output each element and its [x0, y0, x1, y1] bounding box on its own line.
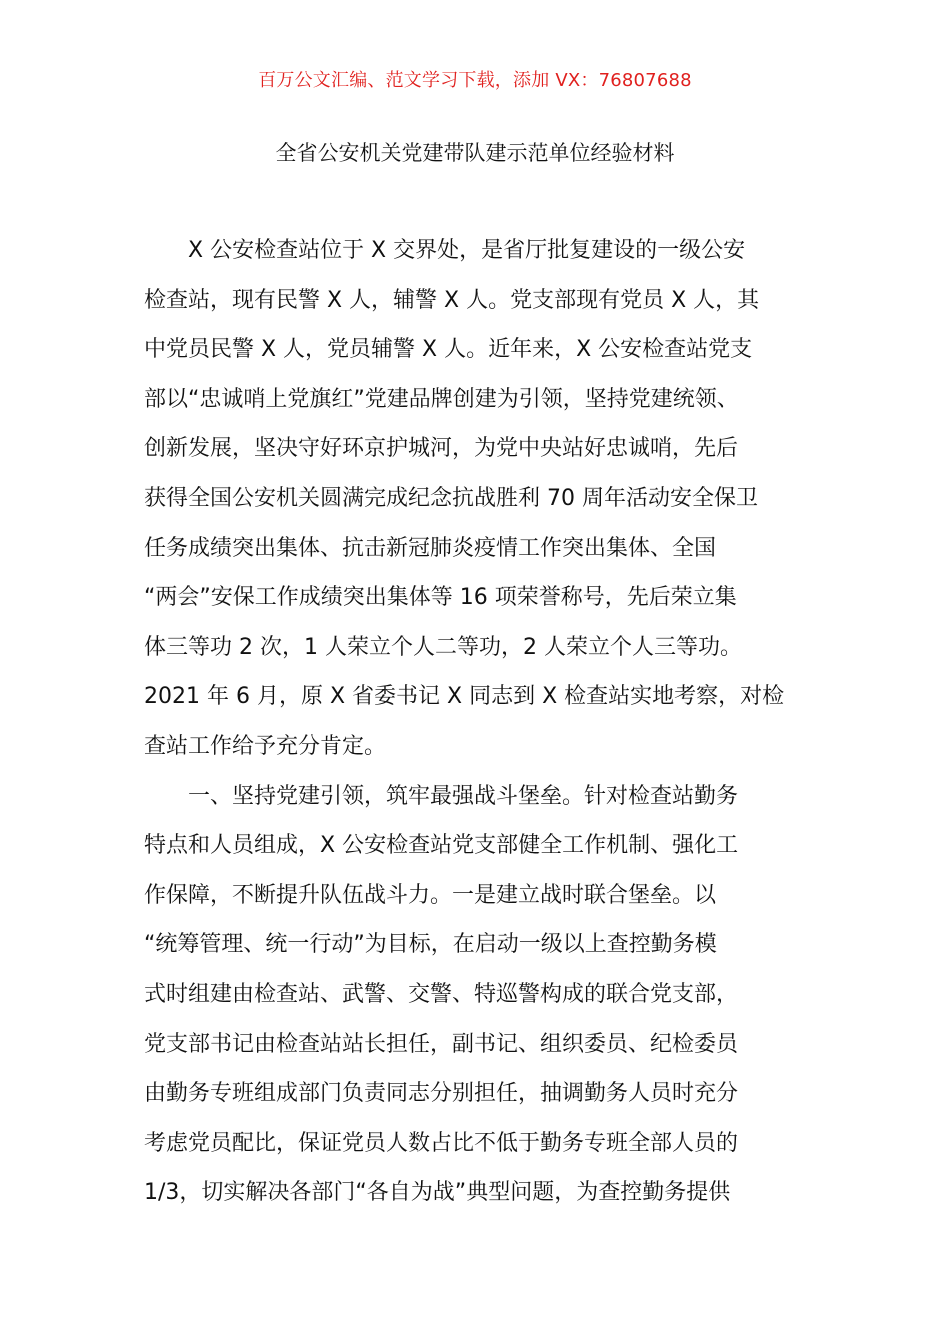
paragraph-line: 2021 年 6 月，原 X 省委书记 X 同志到 X 检查站实地考察，对检	[144, 684, 785, 710]
paragraph-line: 部以“忠诚哨上党旗红”党建品牌创建为引领，坚持党建统领、	[144, 386, 739, 412]
paragraph-line: 获得全国公安机关圆满完成纪念抗战胜利 70 周年活动安全保卫	[144, 485, 758, 511]
page-title: 全省公安机关党建带队建示范单位经验材料	[275, 141, 675, 165]
header-promo-note: 百万公文汇编、范文学习下载，添加 VX：76807688	[258, 70, 692, 91]
paragraph-line: “两会”安保工作成绩突出集体等 16 项荣誉称号，先后荣立集	[144, 585, 737, 611]
paragraph-line: 检查站，现有民警 X 人，辅警 X 人。党支部现有党员 X 人，其	[144, 287, 760, 313]
paragraph-line: 1/3，切实解决各部门“各自为战”典型问题，为查控勤务提供	[144, 1180, 731, 1206]
paragraph-line: “统筹管理、统一行动”为目标，在启动一级以上查控勤务模	[144, 932, 717, 958]
paragraph-line: X 公安检查站位于 X 交界处，是省厅批复建设的一级公安	[188, 238, 746, 263]
paragraph-line: 考虑党员配比，保证党员人数占比不低于勤务专班全部人员的	[144, 1130, 739, 1156]
body-text	[144, 226, 808, 1218]
paragraph-line: 任务成绩突出集体、抗击新冠肺炎疫情工作突出集体、全国	[144, 535, 717, 561]
paragraph-line: 党支部书记由检查站站长担任，副书记、组织委员、纪检委员	[144, 1031, 739, 1057]
paragraph-line: 作保障，不断提升队伍战斗力。一是建立战时联合堡垒。以	[144, 882, 717, 908]
paragraph-line: 中党员民警 X 人，党员辅警 X 人。近年来，X 公安检查站党支	[144, 337, 753, 363]
paragraph-line: 式时组建由检查站、武警、交警、特巡警构成的联合党支部，	[144, 981, 739, 1007]
paragraph-line: 查站工作给予充分肯定。	[144, 733, 387, 759]
paragraph-line: 体三等功 2 次，1 人荣立个人二等功，2 人荣立个人三等功。	[144, 634, 742, 660]
paragraph-line: 由勤务专班组成部门负责同志分别担任，抽调勤务人员时充分	[144, 1081, 739, 1107]
paragraph-line: 创新发展，坚决守好环京护城河，为党中央站好忠诚哨，先后	[144, 436, 739, 462]
paragraph-line: 特点和人员组成，X 公安检查站党支部健全工作机制、强化工	[144, 833, 739, 859]
section-heading-line: 一、坚持党建引领，筑牢最强战斗堡垒。针对检查站勤务	[188, 783, 739, 809]
